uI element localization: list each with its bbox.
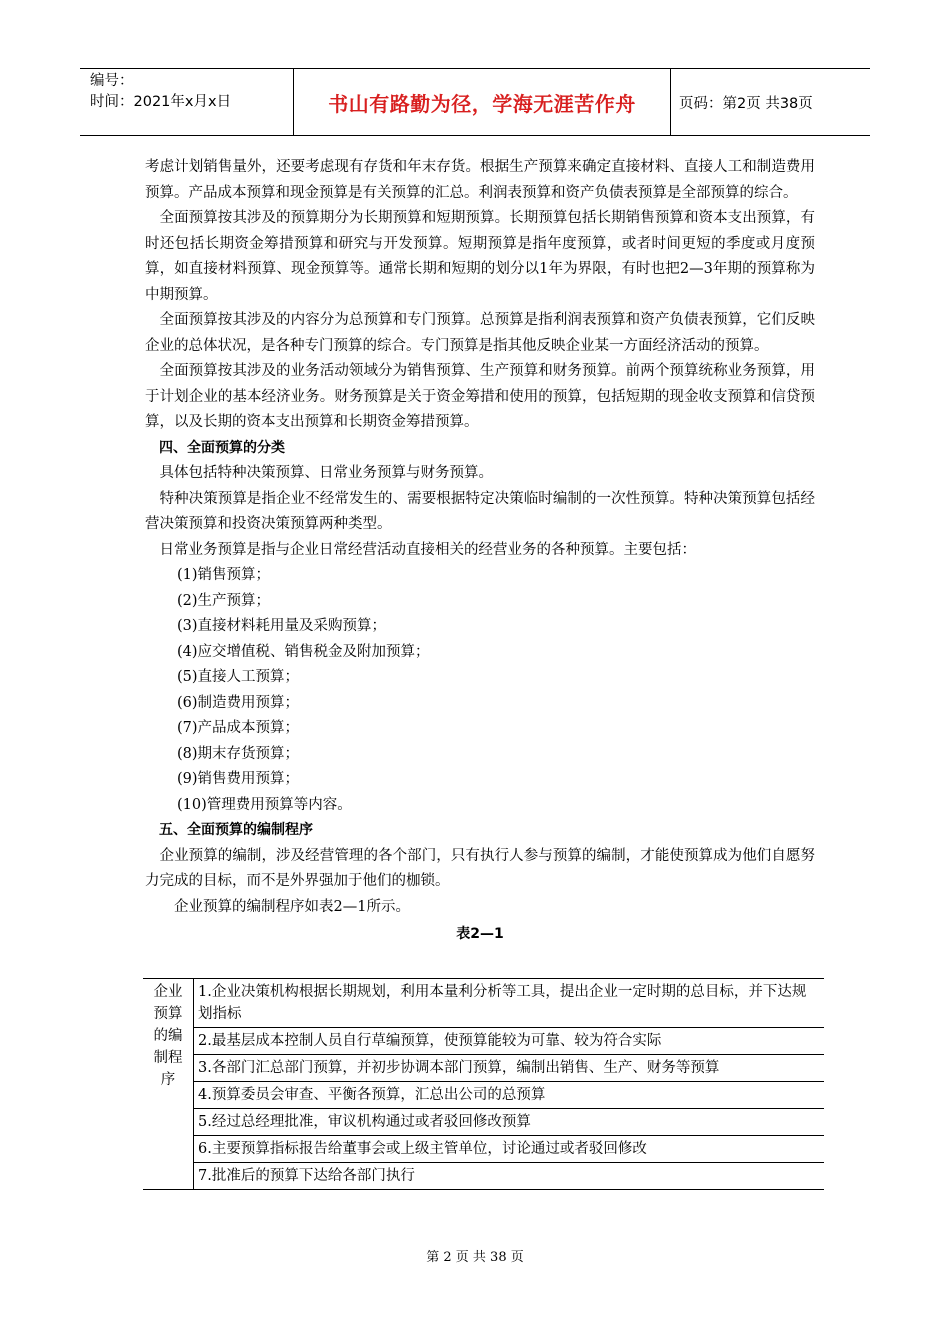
table-cell: 7.批准后的预算下达给各部门执行 bbox=[194, 1163, 825, 1190]
table-row-label: 企业预算的编制程序 bbox=[143, 979, 194, 1190]
table-cell: 2.最基层成本控制人员自行草编预算，使预算能较为可靠、较为符合实际 bbox=[194, 1028, 825, 1055]
list-item: (4)应交增值税、销售税金及附加预算； bbox=[177, 643, 430, 660]
paragraph: 全面预算按其涉及的内容分为总预算和专门预算。总预算是指利润表预算和资产负债表预算，它们反映企业的总体状况，是各种专门预算的综合。专门预算是指其他反映企业某一方面经济活动的预算。 bbox=[145, 312, 815, 354]
list-item: (6)制造费用预算； bbox=[177, 694, 300, 711]
section-heading: 五、全面预算的编制程序 bbox=[159, 822, 313, 838]
paragraph: 全面预算按其涉及的预算期分为长期预算和短期预算。长期预算包括长期销售预算和资本支出预算，有时还包括长期资金筹措预算和研究与开发预算。短期预算是指年度预算，或者时间更短的季度或月度预算，如直接材料预算、现金预算等。通常长期和短期的划分以1年为界限，有时也把2—3年期的预算称为中期预算。 bbox=[145, 210, 815, 303]
header-page-label: 页码：第2页 共38页 bbox=[679, 95, 813, 112]
table-row bbox=[143, 1055, 824, 1082]
header-motto: 书山有路勤为径，学海无涯苦作舟 bbox=[294, 69, 671, 135]
list-item: (9)销售费用预算； bbox=[177, 771, 300, 787]
header-meta bbox=[80, 69, 294, 135]
paragraph: 具体包括特种决策预算、日常业务预算与财务预算。 bbox=[159, 465, 493, 481]
document-number-label: 编号： bbox=[90, 73, 134, 89]
list-item: (3)直接材料耗用量及采购预算； bbox=[177, 618, 387, 634]
page-footer: 第 2 页 共 38 页 bbox=[426, 1250, 524, 1265]
paragraph: 企业预算的编制程序如表2—1所示。 bbox=[174, 898, 410, 915]
table-cell: 4.预算委员会审查、平衡各预算，汇总出公司的总预算 bbox=[194, 1082, 825, 1109]
paragraph: 日常业务预算是指与企业日常经营活动直接相关的经营业务的各种预算。主要包括： bbox=[159, 541, 696, 558]
budget-list bbox=[145, 563, 815, 818]
paragraph: 企业预算的编制，涉及经营管理的各个部门，只有执行人参与预算的编制，才能使预算成为他们自愿努力完成的目标，而不是外界强加于他们的枷锁。 bbox=[145, 847, 815, 889]
procedure-table bbox=[143, 978, 824, 1190]
list-item: (8)期末存货预算； bbox=[177, 745, 300, 762]
paragraph: 考虑计划销售量外，还要考虑现有存货和年末存货。根据生产预算来确定直接材料、直接人工和制造费用预算。产品成本预算和现金预算是有关预算的汇总。利润表预算和资产负债表预算是全部预算的综合。 bbox=[145, 159, 815, 201]
table-row bbox=[143, 1082, 824, 1109]
list-item: (7)产品成本预算； bbox=[177, 720, 300, 736]
paragraph: 全面预算按其涉及的业务活动领域分为销售预算、生产预算和财务预算。前两个预算统称业务预算，用于计划企业的基本经济业务。财务预算是关于资金筹措和使用的预算，包括短期的现金收支预算和信贷预算，以及长期的资本支出预算和长期资金筹措预算。 bbox=[145, 363, 815, 430]
table-row bbox=[143, 1136, 824, 1163]
paragraph: 特种决策预算是指企业不经常发生的、需要根据特定决策临时编制的一次性预算。特种决策预算包括经营决策预算和投资决策预算两种类型。 bbox=[145, 490, 815, 532]
list-item: (2)生产预算； bbox=[177, 592, 271, 609]
list-item: (5)直接人工预算； bbox=[177, 669, 300, 685]
table-row bbox=[143, 979, 824, 1028]
page-header bbox=[80, 68, 870, 136]
section-heading: 四、全面预算的分类 bbox=[159, 439, 285, 456]
table-caption: 表2—1 bbox=[456, 926, 504, 942]
table-cell: 1.企业决策机构根据长期规划，利用本量利分析等工具，提出企业一定时期的总目标，并下达规划指标 bbox=[194, 979, 825, 1028]
table-row bbox=[143, 1109, 824, 1136]
table-row bbox=[143, 1028, 824, 1055]
list-item: (1)销售预算； bbox=[177, 567, 271, 583]
table-row bbox=[143, 1163, 824, 1190]
table-cell: 3.各部门汇总部门预算，并初步协调本部门预算，编制出销售、生产、财务等预算 bbox=[194, 1055, 825, 1082]
document-body bbox=[145, 155, 815, 948]
list-item: (10)管理费用预算等内容。 bbox=[177, 796, 352, 813]
document-date-label: 时间：2021年x月x日 bbox=[90, 94, 232, 110]
table-cell: 6.主要预算指标报告给董事会或上级主管单位，讨论通过或者驳回修改 bbox=[194, 1136, 825, 1163]
table-cell: 5.经过总经理批准，审议机构通过或者驳回修改预算 bbox=[194, 1109, 825, 1136]
